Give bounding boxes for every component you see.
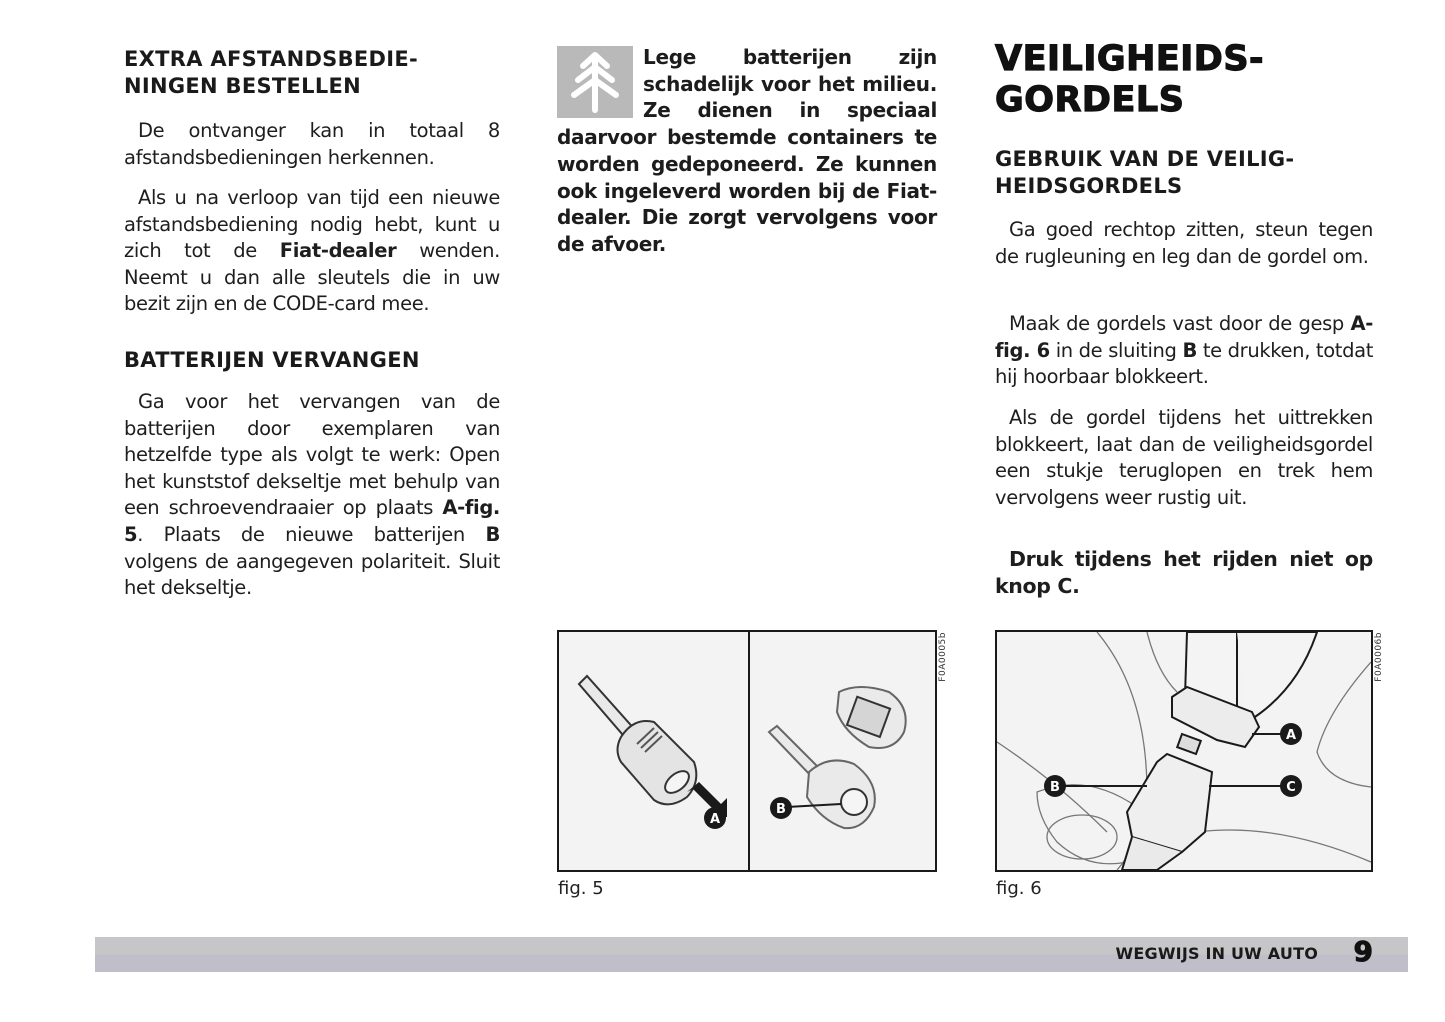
paragraph-battery-replacement [124, 389, 500, 602]
warning-do-not-press-c: Druk tijdens het rijden niet op knop C. [995, 547, 1373, 598]
text: . Plaats de nieuwe batterijen [137, 522, 486, 546]
text: Maak de gordels vast door de gesp [1009, 312, 1351, 335]
fig5-label-a: A [709, 812, 721, 827]
fig5-label-b: B [776, 802, 786, 817]
text: volgens de aangegeven polariteit. Sluit het dekseltje. [124, 549, 500, 600]
paragraph-belt-blocks: Als de gordel tijdens het uittrekken blokkeert, laat dan de veiligheidsgordel een stukje teruglopen en trek hem vervolgens weer rustig uit. [995, 406, 1373, 509]
environment-tree-icon [557, 46, 633, 118]
text: in de sluiting [1049, 338, 1183, 362]
heading-line: NINGEN BESTELLEN [124, 74, 362, 98]
emphasis: B [485, 522, 500, 546]
text: wenden. Neemt u dan alle sleutels die in uw bezit zijn en de CODE-card mee. [124, 239, 500, 316]
emphasis: A-fig. 5 [124, 496, 500, 546]
paragraph-order-remote [124, 185, 500, 318]
text: Als u na verloop van tijd een nieuwe afstandsbediening nodig hebt, kunt u zich tot de [124, 186, 500, 263]
section-heading-using-seatbelts [995, 146, 1395, 200]
figure-5-caption: fig. 5 [558, 878, 604, 899]
page-number: 9 [1353, 935, 1373, 968]
emphasis: A-fig. 6 [995, 312, 1373, 362]
text: Ga voor het vervangen van de batterijen door exemplaren van hetzelfde type als volgt te werk: Open het kunststof dekseltje met behulp van een schroevendraaier op plaats [124, 390, 500, 520]
title-line: VEILIGHEIDS- [995, 39, 1265, 79]
environment-note-text: Lege batterijen zijn schadelijk voor het milieu. Ze dienen in speciaal daarvoor bestemde containers te worden gedeponeerd. Ze kunnen ook ingeleverd worden bij de Fiat-dealer. Die zorgt vervolgens voor de afvoer. [557, 45, 937, 256]
fig6-label-c: C [1286, 780, 1296, 795]
fig6-label-a: A [1285, 728, 1297, 743]
emphasis: B [1182, 338, 1197, 362]
seatbelt-illustration [997, 632, 1371, 870]
figure-5-key-battery [557, 630, 937, 872]
figure-6-seatbelt-buckle [995, 630, 1373, 872]
page-title-seatbelts [995, 39, 1395, 121]
text: te drukken, totdat hij hoorbaar blokkeert. [995, 338, 1374, 389]
figure-5-code: F0A0005b [938, 632, 948, 682]
section-heading-replace-batteries: BATTERIJEN VERVANGEN [124, 348, 420, 372]
paragraph-fasten-belt [995, 311, 1373, 391]
heading-line: EXTRA AFSTANDSBEDIE- [124, 47, 419, 71]
fig6-label-b: B [1050, 780, 1060, 795]
figure-6-code: F0A0006b [1374, 632, 1384, 682]
environment-note [557, 44, 937, 258]
key-illustration [559, 632, 935, 870]
figure-6-caption: fig. 6 [996, 878, 1042, 899]
heading-line: GEBRUIK VAN DE VEILIG- [995, 147, 1295, 171]
emphasis: Fiat-dealer [279, 239, 397, 263]
heading-line: HEIDSGORDELS [995, 174, 1183, 198]
footer-section-title: WEGWIJS IN UW AUTO [1115, 944, 1318, 963]
title-line: GORDELS [995, 80, 1185, 120]
section-heading-extra-remotes [124, 46, 524, 100]
paragraph-sit-upright: Ga goed rechtop zitten, steun tegen de rugleuning en leg dan de gordel om. [995, 218, 1373, 268]
paragraph-receiver-capacity: De ontvanger kan in totaal 8 afstandsbedieningen herkennen. [124, 119, 500, 169]
